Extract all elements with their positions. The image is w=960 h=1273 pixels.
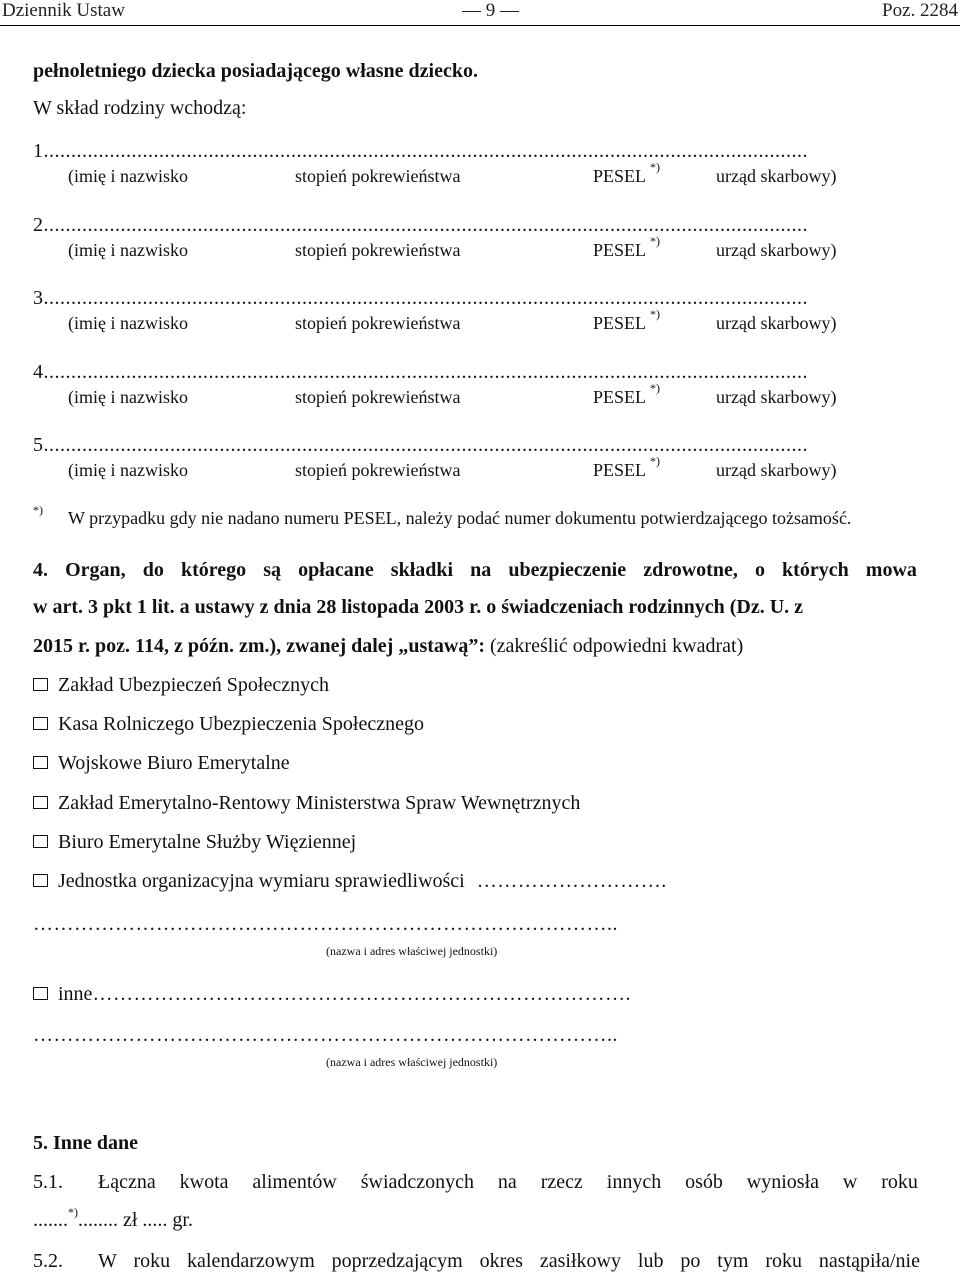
pesel-footnote-mark: *) [650, 454, 660, 468]
alimony-year-fill[interactable]: ....... [33, 1209, 68, 1231]
row-label-name: (imię i nazwisko [68, 460, 188, 480]
unit-caption: (nazwa i adres właściwej jednostki) [326, 944, 498, 958]
alimony-amount-fill[interactable]: ........ zł ..... gr. [78, 1209, 193, 1231]
page-number: — 9 — [462, 0, 519, 21]
organ-option-label: Zakład Ubezpieczeń Społecznych [58, 674, 329, 696]
row-label-pesel: PESEL [593, 460, 647, 480]
organ-option[interactable] [33, 713, 424, 736]
other-fill[interactable]: ……………………………………………………………………. [92, 983, 631, 1005]
organ-option[interactable] [33, 674, 329, 697]
row-label-tax-office: urząd skarbowy) [716, 386, 837, 407]
footnote-text: W przypadku gdy nie nadano numeru PESEL, należy podać numer dokumentu potwierdzającego tożsamość. [68, 508, 852, 528]
alimony-footnote-mark: *) [68, 1205, 78, 1219]
organ-option[interactable] [33, 752, 290, 775]
alimony-amount[interactable] [33, 1205, 193, 1232]
family-member-dots[interactable]: .......................................................................................................................................... [49, 360, 808, 383]
pesel-footnote-mark: *) [650, 160, 660, 174]
option-other-label: inne [58, 983, 93, 1005]
pesel-footnote-mark: *) [650, 233, 660, 248]
organ-option-label: Kasa Rolniczego Ubezpieczenia Społecznego [58, 713, 424, 736]
intro-line: pełnoletniego dziecka posiadającego własne dziecko. [33, 60, 478, 82]
organ-option[interactable] [33, 870, 667, 893]
journal-title: Dziennik Ustaw [2, 0, 125, 21]
family-member-fill-2[interactable] [33, 214, 903, 237]
heading-word: składki [390, 559, 454, 581]
section4-law-ref: 2015 r. poz. 114, z późn. zm.), zwanej dalej „ustawą”: [33, 635, 486, 657]
heading-word: ubezpieczenie [508, 559, 627, 581]
heading-word: których [782, 559, 849, 581]
checkbox[interactable] [33, 756, 48, 769]
organ-option[interactable] [33, 831, 356, 854]
pesel-footnote-mark: *) [650, 307, 660, 321]
heading-word: opłacane [298, 559, 374, 581]
row-label-relation: stopień pokrewieństwa [295, 166, 461, 186]
section5-1-text [98, 1171, 918, 1194]
section5-2-number: 5.2. [33, 1250, 63, 1272]
row-label-pesel: PESEL [593, 313, 647, 333]
family-member-fill-4[interactable] [33, 361, 903, 384]
section5-2-text: W roku kalendarzowym poprzedzającym okres zasiłkowy lub po tym roku nastąpiła/nie [98, 1250, 920, 1272]
text-word: świadczonych [360, 1171, 475, 1193]
text-word: Łączna [98, 1171, 156, 1193]
heading-word: którego [180, 559, 247, 581]
text-word: alimentów [252, 1171, 337, 1193]
family-member-number: 1. [33, 140, 49, 162]
checkbox[interactable] [33, 717, 48, 730]
text-word: roku [881, 1171, 918, 1193]
section4-heading-line3 [33, 635, 743, 658]
section5-1-number: 5.1. [33, 1171, 63, 1193]
row-label-pesel: PESEL [593, 166, 647, 186]
checkbox[interactable] [33, 835, 48, 848]
family-member-fill-3[interactable] [33, 287, 903, 310]
section5-title: 5. Inne dane [33, 1132, 139, 1154]
heading-word: są [263, 559, 282, 581]
row-label-tax-office: urząd skarbowy) [716, 460, 837, 480]
other-caption: (nazwa i adres właściwej jednostki) [326, 1055, 498, 1069]
heading-word: o [754, 559, 765, 581]
row-label-name: (imię i nazwisko [68, 313, 188, 333]
pesel-footnote-mark: *) [650, 380, 660, 395]
family-member-dots[interactable]: .......................................................................................................................................... [49, 213, 808, 236]
organ-option-label: Zakład Emerytalno-Rentowy Ministerstwa Spraw Wewnętrznych [58, 791, 581, 814]
row-label-tax-office: urząd skarbowy) [716, 166, 837, 186]
row-label-tax-office: urząd skarbowy) [716, 239, 837, 260]
row-label-tax-office: urząd skarbowy) [716, 313, 837, 333]
text-word: wyniosła [746, 1171, 819, 1193]
section4-heading-line2: w art. 3 pkt 1 lit. a ustawy z dnia 28 listopada 2003 r. o świadczeniach rodzinnych (Dz. U. z [33, 596, 804, 618]
heading-word: mowa [865, 559, 917, 581]
other-fill-line[interactable]: ………………………………………………………………………….. [33, 1024, 618, 1046]
text-word: innych [606, 1171, 662, 1193]
family-member-fill-5[interactable] [33, 434, 903, 457]
family-member-dots[interactable]: .......................................................................................................................................... [49, 287, 808, 309]
family-member-dots[interactable]: .......................................................................................................................................... [49, 434, 808, 456]
family-heading: W skład rodziny wchodzą: [33, 97, 247, 119]
text-word: osób [685, 1171, 723, 1193]
row-label-pesel: PESEL [593, 239, 647, 260]
family-member-number: 2. [33, 213, 49, 236]
organ-option-label: Wojskowe Biuro Emerytalne [58, 752, 290, 775]
row-label-name: (imię i nazwisko [68, 166, 188, 186]
heading-word: Organ, [65, 559, 126, 581]
heading-word: 4. [33, 559, 48, 581]
text-word: w [842, 1171, 858, 1193]
checkbox[interactable] [33, 796, 48, 809]
header-rule [0, 25, 960, 26]
heading-word: do [142, 559, 164, 581]
row-label-relation: stopień pokrewieństwa [295, 386, 461, 407]
row-label-relation: stopień pokrewieństwa [295, 313, 461, 333]
row-label-relation: stopień pokrewieństwa [295, 239, 461, 260]
checkbox[interactable] [33, 874, 48, 887]
position-number: Poz. 2284 [882, 0, 958, 21]
organ-option-label: Biuro Emerytalne Służby Więziennej [58, 830, 357, 853]
checkbox[interactable] [33, 678, 48, 691]
family-member-fill-1[interactable] [33, 140, 903, 163]
organ-option[interactable] [33, 792, 580, 815]
row-label-name: (imię i nazwisko [68, 386, 188, 407]
text-word: rzecz [540, 1171, 583, 1193]
row-label-pesel: PESEL [593, 386, 647, 407]
text-word: kwota [179, 1171, 229, 1193]
row-label-name: (imię i nazwisko [68, 239, 188, 260]
section4-instruction: (zakreślić odpowiedni kwadrat) [485, 635, 744, 657]
unit-fill-line[interactable]: ………………………………………………………………………….. [33, 913, 618, 935]
family-member-number: 3. [33, 287, 49, 309]
organ-option-label: Jednostka organizacyjna wymiaru sprawiedliwości [58, 870, 465, 892]
heading-word: na [470, 559, 492, 581]
family-member-dots[interactable]: .......................................................................................................................................... [49, 140, 808, 162]
footnote-mark: *) [33, 503, 43, 517]
section4-heading-line1 [33, 559, 917, 582]
heading-word: zdrowotne, [643, 559, 738, 581]
option-other[interactable] [33, 983, 631, 1006]
text-word: na [497, 1171, 517, 1193]
unit-fill[interactable]: ………………………. [476, 870, 667, 892]
family-member-number: 4. [33, 360, 49, 383]
row-label-relation: stopień pokrewieństwa [295, 460, 461, 480]
family-member-number: 5. [33, 434, 49, 456]
checkbox[interactable] [33, 987, 48, 1000]
